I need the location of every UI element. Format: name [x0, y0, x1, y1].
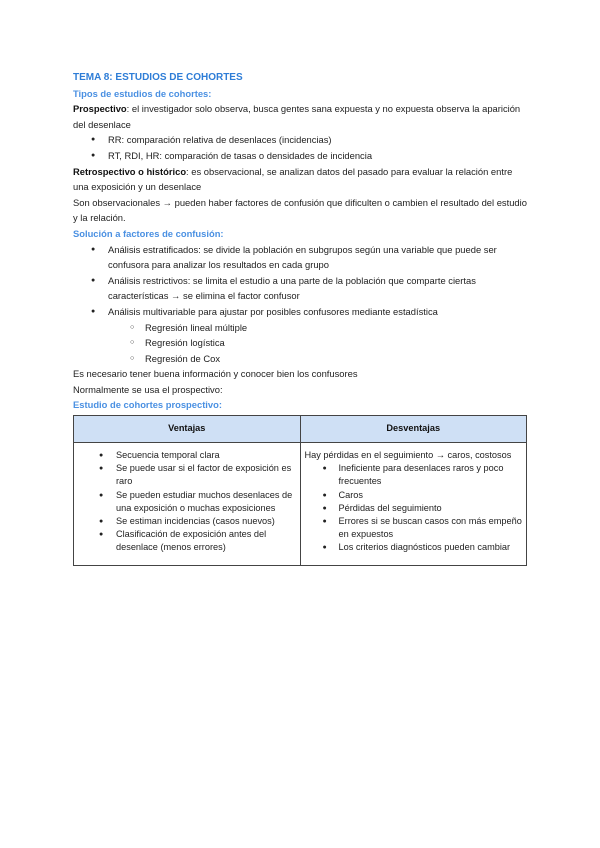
- solucion-heading: Solución a factores de confusión:: [73, 227, 224, 239]
- list-item: ● Ineficiente para desenlaces raros y poco frecuentes: [305, 462, 523, 488]
- list-item: ● Clasificación de exposición antes del desenlace (menos errores): [78, 528, 296, 554]
- comparison-table: [73, 415, 527, 566]
- necesario-paragraph: Es necesario tener buena información y conocer bien los confusores: [73, 368, 358, 380]
- list-item: ○ Regresión logística: [73, 335, 528, 351]
- list-item: ● RT, RDI, HR: comparación de tasas o densidades de incidencia: [73, 148, 528, 164]
- desventajas-intro: Hay pérdidas en el seguimiento → caros, costosos: [304, 450, 512, 461]
- document-title: TEMA 8: ESTUDIOS DE COHORTES: [73, 72, 243, 83]
- list-item: ● Se puede usar si el factor de exposición es raro: [78, 462, 296, 488]
- list-item: ● Análisis estratificados: se divide la población en subgrupos según una variable que puede ser confusora para analizar los resultados en cada grupo: [73, 242, 528, 273]
- list-item: ○ Regresión de Cox: [73, 351, 528, 367]
- list-item: ● Secuencia temporal clara: [78, 449, 296, 462]
- desventajas-header: Desventajas: [300, 416, 527, 443]
- prospectivo-list: [73, 132, 528, 163]
- list-item: ● Análisis multivariable para ajustar por posibles confusores mediante estadística: [73, 304, 528, 320]
- regresion-list: [73, 320, 528, 367]
- desventajas-list: [305, 462, 523, 554]
- prospectivo-paragraph: [73, 101, 528, 132]
- list-item: ● Caros: [305, 489, 523, 502]
- ventajas-cell: [74, 443, 301, 566]
- list-item: ● RR: comparación relativa de desenlaces (incidencias): [73, 132, 528, 148]
- list-item: ○ Regresión lineal múltiple: [73, 320, 528, 336]
- tipos-heading: Tipos de estudios de cohortes:: [73, 87, 212, 99]
- list-item: ● Errores si se buscan casos con más empeño en expuestos: [305, 515, 523, 541]
- normalmente-paragraph: Normalmente se usa el prospectivo:: [73, 383, 223, 395]
- list-item: ● Se pueden estudiar muchos desenlaces de una exposición o muchas exposiciones: [78, 489, 296, 515]
- solucion-list: [73, 242, 528, 320]
- ventajas-list: [78, 449, 296, 555]
- prospectivo-label: Prospectivo: [73, 103, 127, 115]
- estudio-heading: Estudio de cohortes prospectivo:: [73, 399, 222, 411]
- list-item: ● Pérdidas del seguimiento: [305, 502, 523, 515]
- ventajas-header: Ventajas: [74, 416, 301, 443]
- observacionales-paragraph: Son observacionales → pueden haber factores de confusión que dificulten o cambien el resultado del estudio y la relación.: [73, 196, 527, 224]
- retrospectivo-text: : es observacional, se analizan datos del pasado para evaluar la relación entre una exposición y un desenlace: [73, 165, 513, 193]
- list-item: ● Los criterios diagnósticos pueden cambiar: [305, 541, 523, 554]
- retrospectivo-label: Retrospectivo o histórico: [73, 165, 187, 177]
- table-header-row: [74, 416, 527, 443]
- retrospectivo-paragraph: [73, 164, 528, 195]
- list-item: ● Se estiman incidencias (casos nuevos): [78, 515, 296, 528]
- table-row: [74, 443, 527, 566]
- document-page: [73, 70, 528, 566]
- desventajas-cell: [300, 443, 527, 566]
- prospectivo-text: : el investigador solo observa, busca gentes sana expuesta y no expuesta observa la aparición del desenlace: [73, 103, 521, 130]
- list-item: ● Análisis restrictivos: se limita el estudio a una parte de la población que comparte ciertas características → se elimina el factor confusor: [73, 273, 528, 304]
